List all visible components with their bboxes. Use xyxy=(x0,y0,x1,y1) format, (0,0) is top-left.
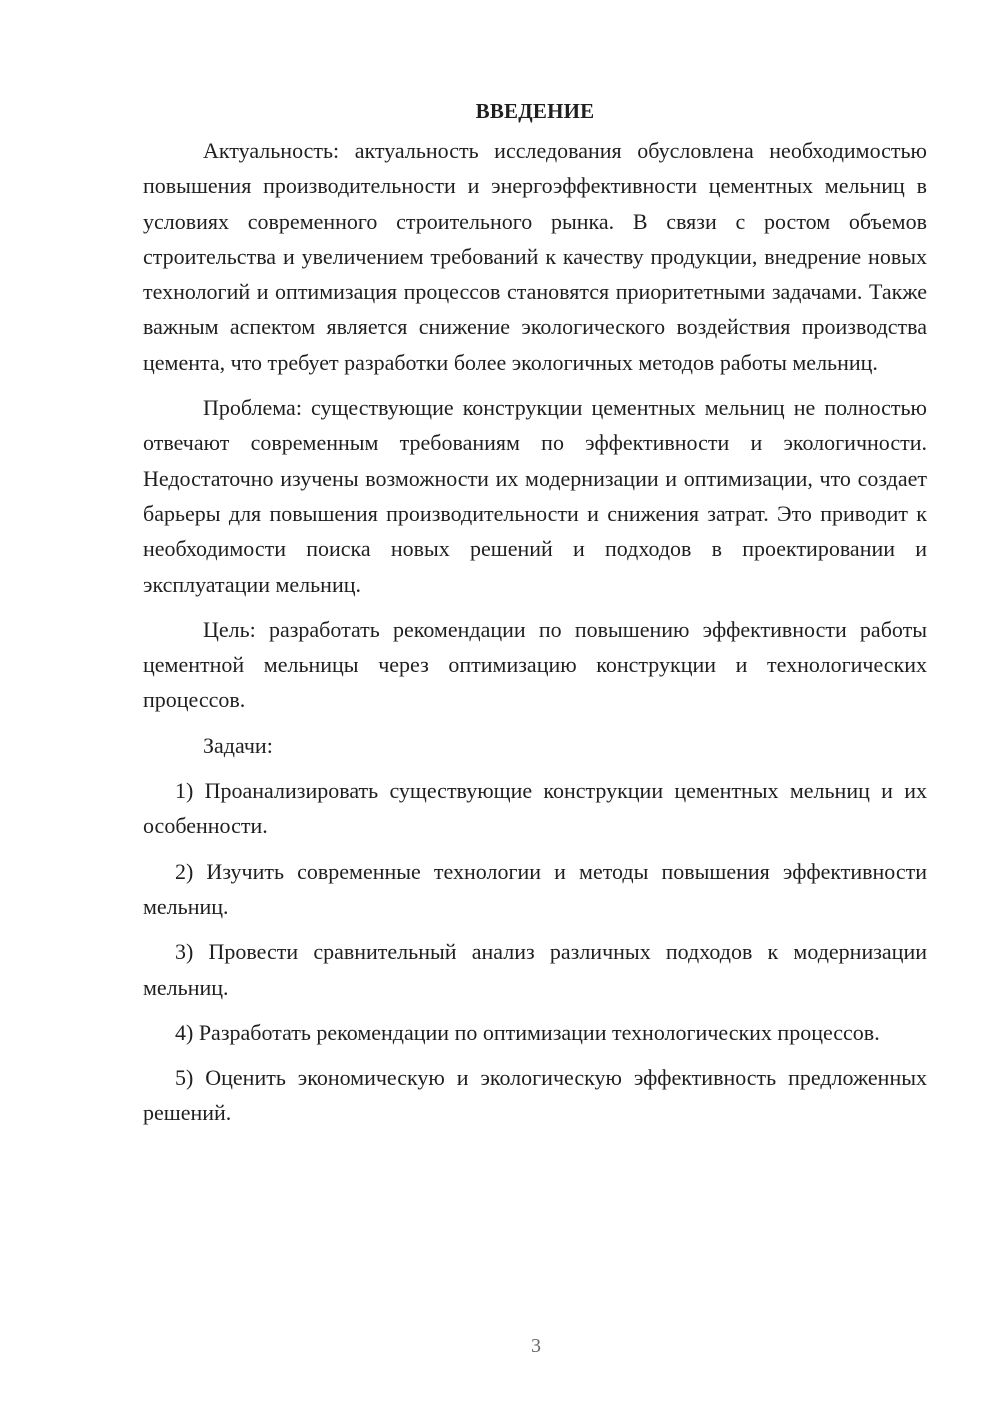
tasks-heading: Задачи: xyxy=(203,732,273,758)
task-item: 3) Провести сравнительный анализ различных подходов к модернизации мельниц. xyxy=(143,939,927,1000)
task-item: 1) Проанализировать существующие конструкции цементных мельниц и их особенности. xyxy=(143,778,927,839)
section-title: ВВЕДЕНИЕ xyxy=(475,99,595,123)
document-body xyxy=(143,96,927,1141)
task-item: 2) Изучить современные технологии и методы повышения эффективности мельниц. xyxy=(143,858,927,919)
task-item: 5) Оценить экономическую и экологическую эффективность предложенных решений. xyxy=(143,1065,927,1126)
page-number: 3 xyxy=(531,1335,541,1357)
relevance-paragraph: Актуальность: актуальность исследования обусловлена необходимостью повышения производительности и энергоэффективности цементных мельниц в условиях современного строительного рынка. В связи с ростом объемов строительства и увеличением требований к качеству продукции, внедрение новых технологий и оптимизация процессов становятся приоритетными задачами. Также важным аспектом является снижение экологического воздействия производства цемента, что требует разработки более экологичных методов работы мельниц. xyxy=(143,138,927,375)
task-list xyxy=(143,773,927,1131)
goal-paragraph: Цель: разработать рекомендации по повышению эффективности работы цементной мельницы через оптимизацию конструкции и технологических процессов. xyxy=(143,616,927,713)
problem-paragraph: Проблема: существующие конструкции цементных мельниц не полностью отвечают современным требованиям по эффективности и экологичности. Недостаточно изучены возможности их модернизации и оптимизации, что создает барьеры для повышения производительности и снижения затрат. Это приводит к необходимости поиска новых решений и подходов в проектировании и эксплуатации мельниц. xyxy=(143,395,927,597)
task-item: 4) Разработать рекомендации по оптимизации технологических процессов. xyxy=(175,1019,880,1045)
